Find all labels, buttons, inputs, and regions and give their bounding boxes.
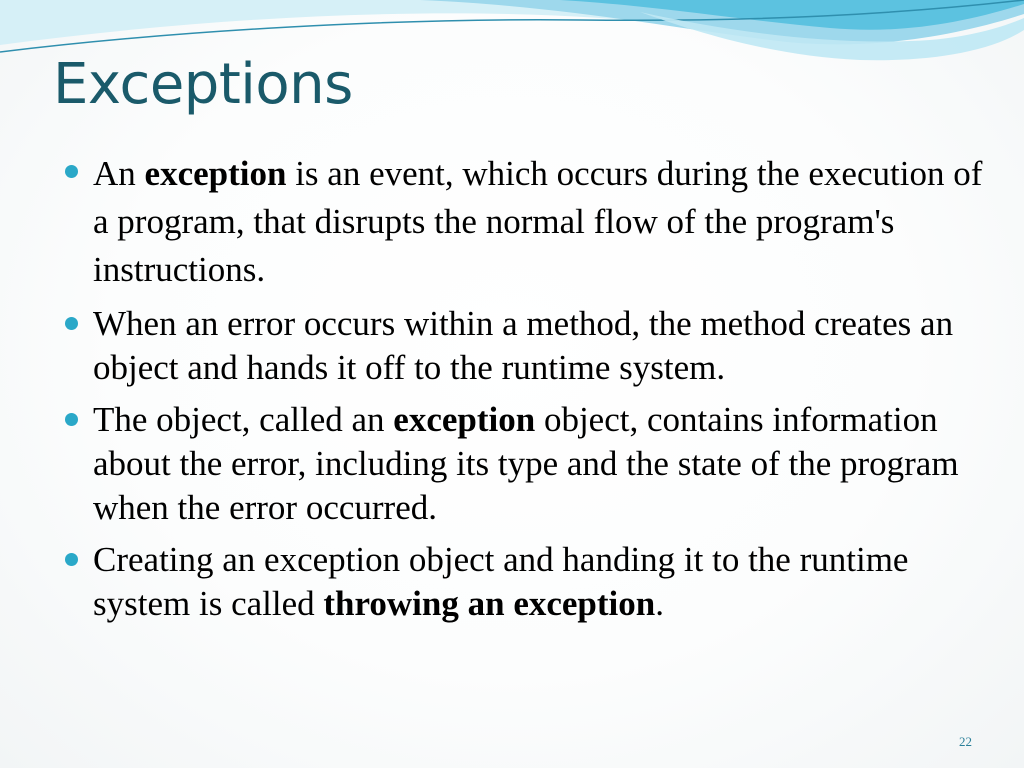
bullet-bold-text: exception [393, 400, 536, 439]
bullet-item [93, 302, 993, 390]
bullet-list [93, 150, 993, 634]
bullet-text: is an event, which occurs during the execution of a program, that disrupts the normal flow of the program's instructions. [93, 154, 983, 289]
bullet-text: . [655, 584, 664, 623]
bullet-item [93, 398, 993, 530]
slide-title: Exceptions [53, 52, 353, 117]
bullet-text: An [93, 154, 145, 193]
bullet-text: The object, called an [93, 400, 394, 439]
bullet-item [93, 538, 993, 626]
bullet-text: object, contains information about the error, including its type and the state of the program when the error occurred. [93, 400, 959, 527]
bullet-text: When an error occurs within a method, the method creates an object and hands it off to the runtime system. [93, 304, 954, 387]
bullet-item [93, 150, 993, 294]
bullet-bold-text: throwing an exception [323, 584, 656, 623]
page-number: 22 [959, 734, 972, 749]
bullet-bold-text: exception [144, 154, 287, 193]
bullet-text: Creating an exception object and handing it to the runtime system is called [93, 540, 909, 623]
